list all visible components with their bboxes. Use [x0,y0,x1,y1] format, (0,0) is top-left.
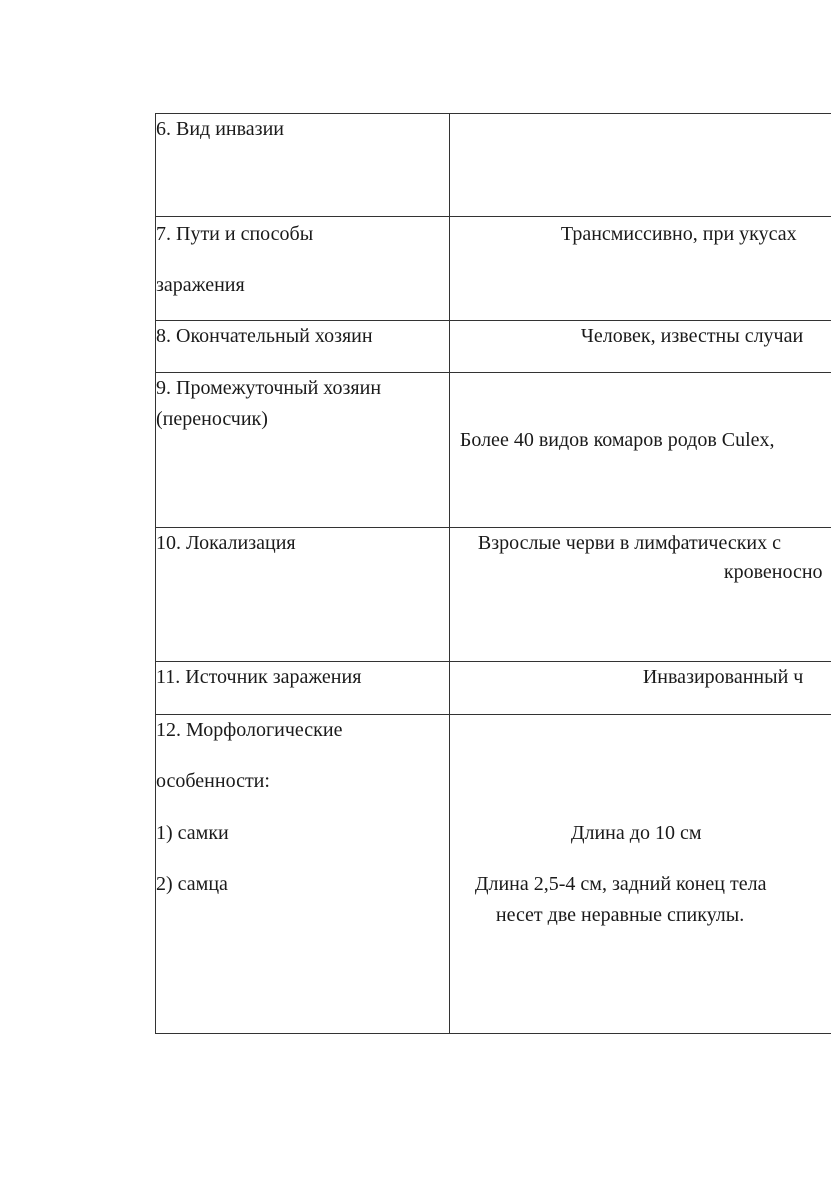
table-row [156,373,831,528]
table-row [156,528,831,662]
row-value-morphology-female: Длина до 10 см [570,822,702,844]
row-label-morphology-line1: 12. Морфологические [156,719,343,741]
row-value-invasion-type [449,114,831,217]
table-row [156,321,831,373]
row-label-morphology-female: 1) самки [156,822,229,844]
table-row [156,662,831,715]
row-label-invasion-type: 6. Вид инвазии [156,118,284,140]
row-value-infection-source: Инвазированный ч [642,666,804,688]
row-label-morphology-line2: особенности: [156,770,270,792]
table-row [156,217,831,321]
table-row [156,114,831,217]
row-label-intermediate-host-line1: 9. Промежуточный хозяин [156,377,382,399]
row-label-infection-routes-line2: заражения [156,274,245,296]
parasite-description-table [155,113,831,1034]
row-value-morphology-male-line2: несет две неравные спикулы. [495,904,745,926]
row-label-morphology-male: 2) самца [156,873,228,895]
row-value-definitive-host: Человек, известны случаи [580,325,804,347]
row-value-intermediate-host: Более 40 видов комаров родов Culex, [459,429,775,451]
row-value-morphology-male-line1: Длина 2,5-4 см, задний конец тела [474,873,767,895]
row-label-definitive-host: 8. Окончательный хозяин [156,325,373,347]
row-value-localization-line2: кровеносно [723,561,823,583]
row-value-localization-line1: Взрослые черви в лимфатических с [477,532,782,554]
table-row [156,715,831,1034]
row-label-intermediate-host-line2: (переносчик) [156,408,268,430]
row-label-localization: 10. Локализация [156,532,296,554]
row-value-infection-routes: Трансмиссивно, при укусах [560,223,797,245]
row-label-infection-source: 11. Источник заражения [156,666,362,688]
row-label-infection-routes-line1: 7. Пути и способы [156,223,314,245]
